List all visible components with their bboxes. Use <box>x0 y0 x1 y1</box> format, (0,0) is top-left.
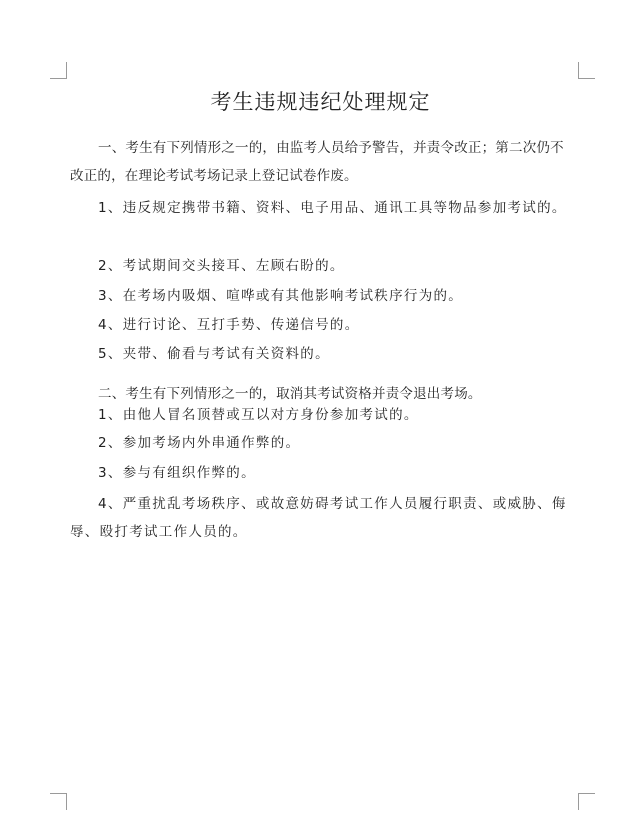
section1-item-4: 4、进行讨论、互打手势、传递信号的。 <box>98 317 360 333</box>
margin-mark-top-right <box>578 62 595 79</box>
section1-heading: 一、考生有下列情形之一的，由监考人员给予警告，并责令改正；第二次仍不改正的，在理论考试考场记录上登记试卷作废。 <box>70 140 564 184</box>
margin-mark-bottom-right <box>578 793 595 810</box>
section2-item-2: 2、参加考场内外串通作弊的。 <box>98 435 301 451</box>
section1-item-5: 5、夹带、偷看与考试有关资料的。 <box>98 346 330 362</box>
section2-item-1: 1、由他人冒名顶替或互以对方身份参加考试的。 <box>98 407 419 423</box>
section1-item-3: 3、在考场内吸烟、喧哗或有其他影响考试秩序行为的。 <box>98 288 464 304</box>
page-title: 考生违规违纪处理规定 <box>210 90 431 114</box>
section2-heading: 二、考生有下列情形之一的，取消其考试资格并责令退出考场。 <box>98 386 482 402</box>
margin-mark-top-left <box>50 62 67 79</box>
section1-item-1: 1、违反规定携带书籍、资料、电子用品、通讯工具等物品参加考试的。 <box>98 200 567 216</box>
margin-mark-bottom-left <box>50 793 67 810</box>
section1-item-2: 2、考试期间交头接耳、左顾右盼的。 <box>98 258 345 274</box>
section2-item-3: 3、参与有组织作弊的。 <box>98 465 256 481</box>
section2-item-4: 4、严重扰乱考场秩序、或故意妨碍考试工作人员履行职责、或威胁、侮辱、殴打考试工作人员的。 <box>70 496 567 540</box>
